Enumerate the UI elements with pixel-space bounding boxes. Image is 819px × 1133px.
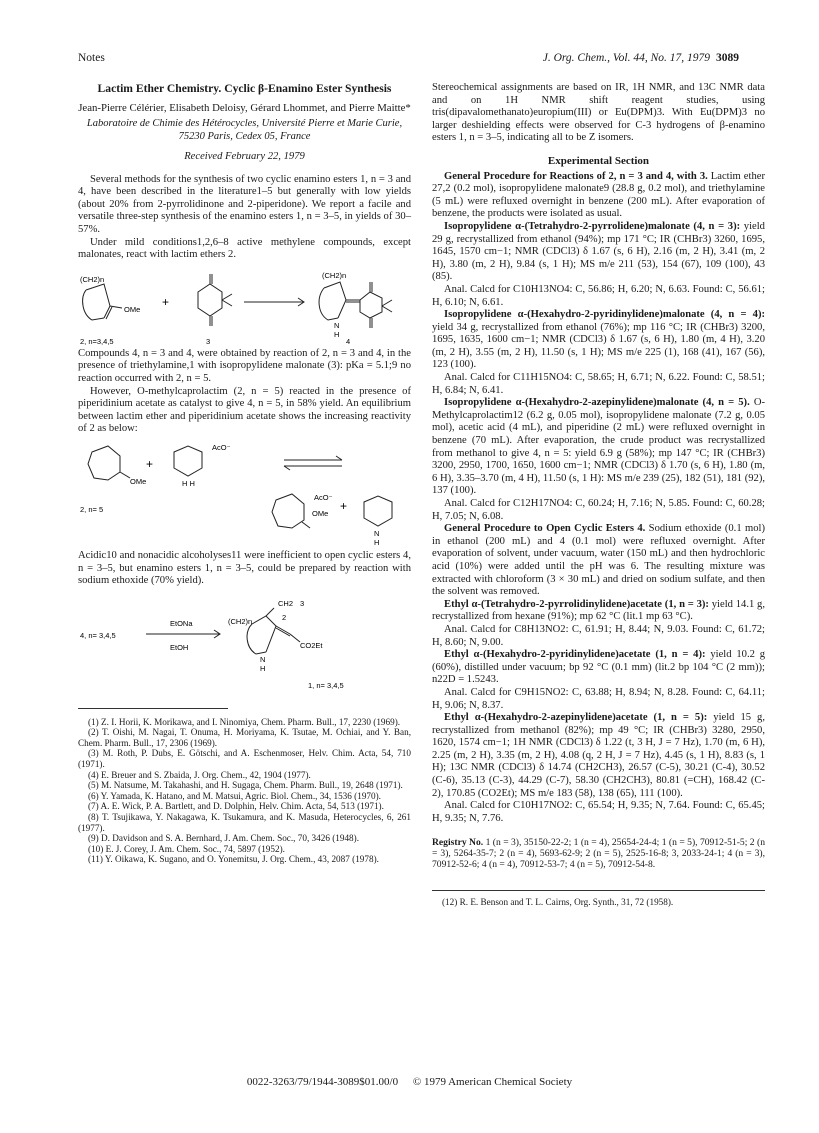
scheme2-plus-1: + <box>146 456 154 471</box>
paragraph-body: Anal. Calcd for C12H17NO4: C, 60.24; H, 7.16; N, 5.85. Found: C, 60.28; H, 7.05; N, 6.08. <box>432 498 765 522</box>
footnote: (11) Y. Oikawa, K. Sugano, and O. Yonemitsu, J. Org. Chem., 43, 2087 (1978). <box>88 854 379 865</box>
page-number: 3089 <box>716 52 739 64</box>
paragraph-5: Acidic10 and nonacidic alcoholyses11 were inefficient to open cyclic esters 4, n = 3–5, but enamino esters 1, n = 3–5, could be prepared by reaction with sodium ethoxide (70% yield). <box>78 549 411 587</box>
paragraph-body: yield 34 g, recrystallized from ethanol (76%); mp 116 °C; IR (CHBr3) 3200, 1695, 1635, 1600 cm−1; NMR (CDCl3) δ 1.67 (s, 6 H), 1.80 (m, 4 H), 3.20 (m, 2 H), 3.55 (m, 2 H), 11.50 (s, 1 H); MS m/e 225 (1), 168 (41), 167 (56), 123 (100). <box>432 321 765 371</box>
scheme1-h: H <box>334 329 340 339</box>
scheme3-h: H <box>260 663 266 673</box>
scheme-1-drawing <box>78 264 411 346</box>
scheme-2 <box>78 438 411 548</box>
experimental-paragraph <box>432 498 765 523</box>
scheme2-aco-2: AcO⁻ <box>314 492 333 502</box>
experimental-paragraph <box>432 599 765 624</box>
section-title: Experimental Section <box>547 154 650 167</box>
paragraph-body: Sodium ethoxide (0.1 mol) in ethanol (200 mL) and 4 (0.1 mol) were refluxed overnight. After evaporation of solvent, under vacuum, water (150 mL) and then hydrochloric acid (10%) were added until the pH was 6. The resulting mixture was extracted with chloroform (3 × 30 mL) and dried on sodium sulfate, and then the solvent was removed. <box>432 523 765 598</box>
scheme1-ch2n-b: (CH2)n <box>322 270 347 280</box>
paragraph-body: Anal. Calcd for C8H13NO2: C, 61.91; H, 8.44; N, 9.03. Found: C, 61.72; H, 8.60; N, 9.00. <box>432 623 765 648</box>
paragraph-body: Anal. Calcd for C10H17NO2: C, 65.54; H, 9.35; N, 7.64. Found: C, 65.45; H, 9.35; N, 7.76. <box>432 800 765 824</box>
paragraph-heading: Ethyl α-(Hexahydro-2-azepinylidene)acetate (1, n = 5): <box>444 712 708 724</box>
scheme1-ome: OMe <box>124 304 141 314</box>
paragraph-heading: Isopropylidene α-(Hexahydro-2-azepinylidene)malonate (4, n = 5). <box>444 397 750 409</box>
paragraph-heading: Ethyl α-(Tetrahydro-2-pyrrolidinylidene)acetate (1, n = 3): <box>444 598 709 610</box>
scheme-3-drawing <box>78 590 411 694</box>
experimental-paragraph <box>432 624 765 649</box>
scheme3-num-3: 3 <box>300 598 305 608</box>
footnote: (3) M. Roth, P. Dubs, E. Götschi, and A. Eschenmoser, Helv. Chim. Acta, 54, 710 (1971). <box>78 748 411 770</box>
right-column <box>432 82 765 908</box>
scheme-2-drawing <box>78 438 411 548</box>
scheme1-ch2n-a: (CH2)n <box>80 274 105 284</box>
registry-body: 1 (n = 3), 35150-22-2; 1 (n = 4), 25654-24-4; 1 (n = 5), 70912-51-5; 2 (n = 3), 5264-35-7; 2 (n = 4), 5693-62-9; 2 (n = 5), 2525-16-8; 3, 2033-24-1; 4 (n = 3), 70912-52-6; 4 (n = 4), 70912-53-7; 4 (n = 5), 70912-54-8. <box>432 837 765 871</box>
scheme3-n: N <box>260 654 266 664</box>
footnote: (7) A. E. Wick, P. A. Bartlett, and D. Dolphin, Helv. Chim. Acta, 54, 513 (1971). <box>88 801 384 812</box>
footnote: (5) M. Natsume, M. Takahashi, and H. Sugaga, Chem. Pharm. Bull., 19, 2648 (1971). <box>88 780 403 791</box>
scheme2-h-1: H H <box>182 478 195 488</box>
registry-head: Registry No. <box>432 837 484 849</box>
scheme-1 <box>78 264 411 346</box>
paragraph-body: Anal. Calcd for C9H15NO2: C, 63.88; H, 8.94; N, 8.28. Found: C, 64.11; H, 9.06; N, 8.37. <box>432 686 765 711</box>
footnote: (6) Y. Yamada, K. Hatano, and M. Matsui, Agric. Biol. Chem., 34, 1536 (1970). <box>88 790 381 801</box>
experimental-paragraph <box>432 397 765 498</box>
footnote: (1) Z. I. Horii, K. Morikawa, and I. Ninomiya, Chem. Pharm. Bull., 17, 2230 (1969). <box>88 716 401 727</box>
paragraph-body: O-Methylcaprolactim12 (6.2 g, 0.05 mol), isopropylidene malonate (7.2 g, 0.05 mol), acetic acid (4 mL), and piperidine (2 mL) were refluxed overnight in benzene (70 mL). After evaporation, the crude product was recrystallized from methanol to give 4, n = 5: yield 6.9 g (58%); mp 147 °C; IR (CHBr3) 3200, 2950, 1700, 1650, 1600 cm−1; NMR (CDCl3) δ 1.70 (s, 6 H), 1.80 (m, 6 H), 3.35–3.70 (m, 4 H), 11.50 (s, 1 H): MS m/e 239 (25), 182 (51), 181 (92), 137 (100). <box>432 397 765 497</box>
scheme1-label-3: 3 <box>206 336 211 346</box>
footnote: (8) T. Tsujikawa, Y. Nakagawa, K. Tsukamura, and K. Masuda, Heterocycles, 6, 261 (1977). <box>78 812 411 833</box>
scheme2-ome-2: OMe <box>312 508 329 518</box>
footer-copyright: © 1979 American Chemical Society <box>412 1076 573 1088</box>
scheme3-reagent-bottom: EtOH <box>170 642 189 652</box>
footnotes <box>78 717 411 865</box>
experimental-paragraph <box>432 687 765 712</box>
footnote-12: (12) R. E. Benson and T. L. Cairns, Org. Synth., 31, 72 (1958). <box>432 890 765 908</box>
scheme2-plus-2: + <box>340 498 348 513</box>
affiliation: Laboratoire de Chimie des Hétérocycles, Université Pierre et Marie Curie, 75230 Paris, Cedex 05, France <box>86 118 403 142</box>
footnote: (4) E. Breuer and S. Zbaida, J. Org. Chem., 42, 1904 (1977). <box>88 769 311 780</box>
paragraph-heading: Ethyl α-(Hexahydro-2-pyridinylidene)acetate (1, n = 4): <box>444 649 706 661</box>
paragraph-body: yield 10.2 g (60%), distilled under vacuum; bp 92 °C (0.1 mm) (lit.2 bp 104 °C (2 mm)); n22D = 1.5243. <box>432 649 765 686</box>
scheme3-co2et: CO2Et <box>300 640 323 650</box>
scheme1-n: N <box>334 320 340 330</box>
scheme3-ch2n: (CH2)n <box>228 616 253 626</box>
scheme3-label-end: 1, n= 3,4,5 <box>308 680 344 690</box>
registry-numbers <box>432 837 765 870</box>
running-header-left: Notes <box>78 52 105 64</box>
paragraph-body: Anal. Calcd for C11H15NO4: C, 58.65; H, 6.71; N, 6.22. Found: C, 58.51; H, 6.84; N, 6.41. <box>432 372 765 396</box>
experimental-paragraph <box>432 649 765 687</box>
running-header-right <box>543 52 739 64</box>
experimental-paragraph <box>432 309 765 372</box>
scheme1-plus: + <box>162 294 170 309</box>
experimental-paragraph <box>432 523 765 599</box>
scheme3-reagent-top: EtONa <box>170 618 193 628</box>
experimental-paragraph <box>432 712 765 800</box>
scheme1-label-4: 4 <box>346 336 351 346</box>
footer-code: 0022-3263/79/1944-3089$01.00/0 <box>246 1076 399 1088</box>
footnote: (2) T. Oishi, M. Nagai, T. Onuma, H. Moriyama, K. Tsutae, M. Ochiai, and Y. Ban, Chem. Pharm. Bull., 17, 2306 (1969). <box>78 727 411 748</box>
page-footer <box>0 1076 819 1088</box>
paragraph-body: yield 15 g, recrystallized from methanol (82%); mp 49 °C; IR (CHBr3) 3280, 2950, 1620, 1574 cm−1; 1H NMR (CDCl3) δ 1.22 (t, 3 H, J = 7 Hz), 1.70 (m, 6 H), 2.25 (m, 2 H), 3.35 (m, 2 H), 4.08 (q, 2 H, J = 7 Hz), 4.45 (s, 1 H), 8.83 (s, 1 H); 13C NMR (CDCl3) δ 14.74 (CH2CH3), 26.57 (C-5), 30.21 (C-4), 30.52 (C-6), 35.13 (C-3), 44.29 (C-7), 58.30 (CH2CH3), 80.81 (=CH), 168.42 (C-2), 170.85 (CO2Et); MS m/e 183 (58), 138 (65), 111 (100). <box>432 712 765 799</box>
received-date: Received February 22, 1979 <box>184 151 305 162</box>
scheme2-ome-1: OMe <box>130 476 147 486</box>
paragraph-3: Compounds 4, n = 3 and 4, were obtained by reaction of 2, n = 3 and 4, in the presence of triethylamine,1 with isopropylidene malonate (3): pKa = 5.1;9 no reaction occurred with 2, n = 5. <box>78 347 411 384</box>
scheme3-label-start: 4, n= 3,4,5 <box>80 630 116 640</box>
paragraph-1: Several methods for the synthesis of two cyclic enamino esters 1, n = 3 and 4, have been described in the literature1–5 but generally with low yields (about 20% from 2-pyrrolidinone and 2-piperidone). We report a facile and versatile three-step synthesis of the enamino esters 1, n = 3–5, in yields of 30–57%. <box>78 173 411 235</box>
experimental-paragraph <box>432 284 765 309</box>
paragraph-heading: General Procedure to Open Cyclic Esters 4. <box>444 523 646 535</box>
scheme2-n: N <box>374 528 380 538</box>
paragraph-heading: General Procedure for Reactions of 2, n = 3 and 4, with 3. <box>444 170 708 182</box>
paragraph-4: However, O-methylcaprolactim (2, n = 5) reacted in the presence of piperidinium acetate as catalyst to give 4, n = 5, in 58% yield. An equilibrium between lactim ether and piperidinium acetate shows the increasing reactivity of 2 as below: <box>78 385 411 435</box>
experimental-paragraphs <box>432 171 765 826</box>
footnote: (10) E. J. Corey, J. Am. Chem. Soc., 74, 5897 (1952). <box>88 843 285 854</box>
scheme-3 <box>78 590 411 694</box>
paragraph-heading: Isopropylidene α-(Hexahydro-2-pyridinylidene)malonate (4, n = 4): <box>444 309 765 321</box>
paragraph-body: Lactim ether 27,2 (0.2 mol), isopropylidene malonate9 (28.8 g, 0.2 mol), and triethylamine (5 mL) were refluxed overnight in benzene (200 mL). After evaporation of benzene, the products were isolated as usual. <box>432 170 765 220</box>
scheme3-ch2: CH2 <box>278 598 294 608</box>
scheme2-aco-1: AcO⁻ <box>212 442 231 452</box>
paragraph-heading: Isopropylidene α-(Tetrahydro-2-pyrrolidene)malonate (4, n = 3): <box>444 220 741 232</box>
footnote-rule <box>78 708 228 709</box>
intro-paragraph: Stereochemical assignments are based on IR, 1H NMR, and 13C NMR data and on 1H NMR shift reagent studies, using tris(dipavalomethanato)europium(III) or Eu(DPM)3. With Eu(DPM)3 no larger deshielding effects were observed for C-3 hydrogens of β-enamino esters 1, n = 3–5, indicating all to be Z isomers. <box>432 82 765 144</box>
scheme2-h-2: H <box>374 537 380 547</box>
footnote: (9) D. Davidson and S. A. Bernhard, J. Am. Chem. Soc., 70, 3426 (1948). <box>88 833 360 844</box>
scheme3-num-2: 2 <box>282 612 287 622</box>
scheme2-label: 2, n= 5 <box>80 504 104 514</box>
authors: Jean-Pierre Célérier, Elisabeth Deloisy, Gérard Lhommet, and Pierre Maitte* <box>78 102 411 114</box>
left-column <box>78 82 411 865</box>
paragraph-2: Under mild conditions1,2,6–8 active methylene compounds, except malonates, react with lactim ethers 2. <box>78 236 411 261</box>
experimental-paragraph <box>432 800 765 825</box>
experimental-paragraph <box>432 171 765 221</box>
paragraph-body: yield 29 g, recrystallized from ethanol (94%); mp 171 °C; IR (CHBr3) 3260, 1695, 1645, 1570 cm−1; NMR (CDCl3) δ 1.67 (s, 6 H), 2.16 (m, 2 H), 3.41 (m, 2 H), 3.80 (m, 2 H), 9.84 (s, 1 H); MS m/e 211 (53), 154 (67), 109 (100), 43 (85). <box>432 220 765 283</box>
scheme1-label-2: 2, n=3,4,5 <box>80 336 114 346</box>
experimental-paragraph <box>432 221 765 284</box>
paragraph-body: yield 14.1 g, recrystallized from hexane (91%); mp 62 °C (lit.1 mp 63 °C). <box>432 598 765 623</box>
paragraph-body: Anal. Calcd for C10H13NO4: C, 56.86; H, 6.20; N, 6.63. Found: C, 56.61; H, 6.10; N, 6.61. <box>432 283 765 308</box>
article-title: Lactim Ether Chemistry. Cyclic β-Enamino Ester Synthesis <box>97 82 392 95</box>
journal-citation: J. Org. Chem., Vol. 44, No. 17, 1979 <box>542 52 710 64</box>
experimental-paragraph <box>432 372 765 397</box>
